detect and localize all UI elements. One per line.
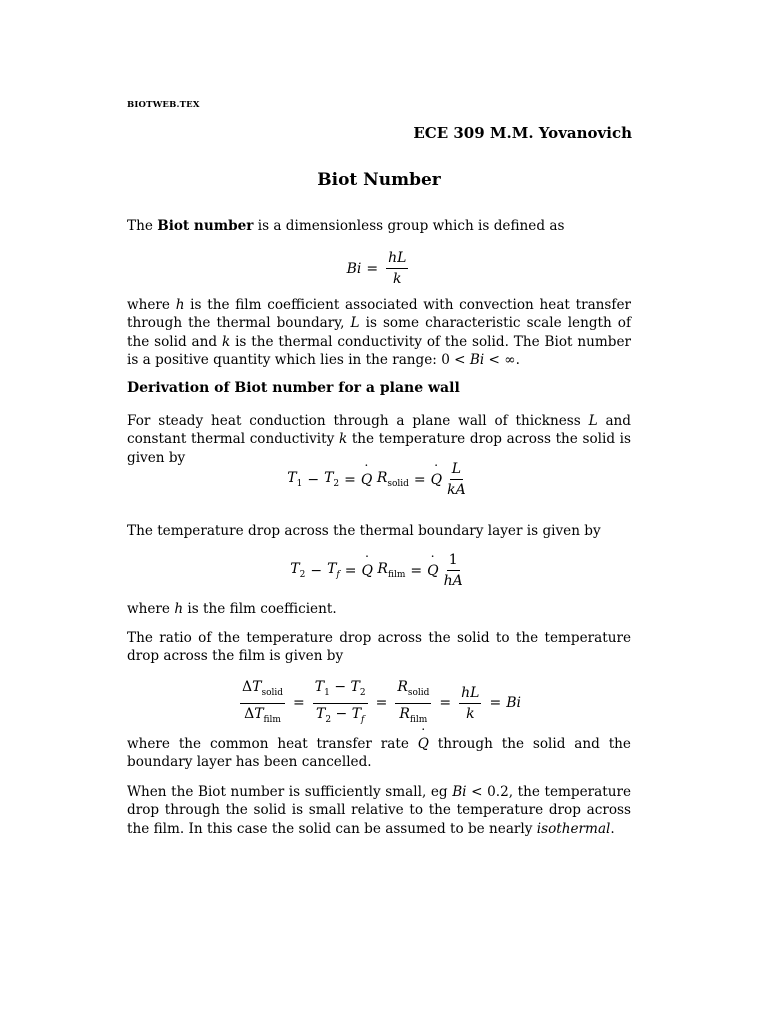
heat-rate-symbol: ˙ Q xyxy=(361,472,372,488)
math-symbol: Bi xyxy=(346,260,362,277)
math-symbol: h xyxy=(175,297,185,313)
fraction xyxy=(240,679,285,728)
math-symbol: $T_f$ xyxy=(327,561,340,580)
fraction-numerator: $R_{solid}$ xyxy=(395,679,431,704)
fraction-denominator: $R_{film}$ xyxy=(399,705,428,725)
math-symbol: L xyxy=(350,315,360,332)
math-operator: = xyxy=(410,562,423,579)
heat-rate-symbol: ˙ Q xyxy=(418,735,429,753)
equation-biot-definition xyxy=(0,250,758,287)
boundary-layer-paragraph: The temperature drop across the thermal boundary layer is given by xyxy=(127,523,601,539)
math-symbol: h xyxy=(174,601,184,617)
final-paragraph xyxy=(127,783,631,838)
math-symbol: $R_{film}$ xyxy=(377,561,406,580)
math-operator: − xyxy=(307,471,320,488)
fraction-numerator: hL xyxy=(459,685,481,704)
text-fragment: through the solid and the boundary layer has been cancelled. xyxy=(127,736,631,771)
math-symbol: Bi xyxy=(469,352,485,369)
fraction xyxy=(386,250,408,287)
text-fragment: When the Biot number is sufficiently small, eg xyxy=(127,784,453,800)
text-fragment: . xyxy=(610,820,615,837)
fraction xyxy=(313,679,368,728)
math-operator: = xyxy=(344,471,356,488)
intro-paragraph xyxy=(127,217,631,235)
math-symbol: Bi xyxy=(452,784,467,800)
fraction-denominator: $T_2 - T_f$ xyxy=(315,705,365,725)
text-fragment: where the common heat transfer rate xyxy=(127,736,418,752)
equation-ratio xyxy=(0,679,758,728)
equation-film-drop xyxy=(0,552,758,589)
ratio-paragraph: The ratio of the temperature drop across the solid to the temperature drop across the film is given by xyxy=(127,630,631,665)
definition-paragraph xyxy=(127,296,631,370)
text-fragment: where xyxy=(127,297,176,313)
isothermal-term: isothermal xyxy=(536,820,611,837)
math-symbol: k xyxy=(338,431,348,448)
fraction-numerator: L xyxy=(450,461,463,480)
math-operator: − xyxy=(310,562,323,579)
fraction xyxy=(445,461,468,498)
text-fragment: The xyxy=(127,218,158,234)
text-fragment: is some characteristic scale length of the solid and xyxy=(127,315,632,350)
text-fragment: and constant thermal conductivity xyxy=(127,413,632,448)
steady-conduction-paragraph xyxy=(127,412,631,467)
fraction-denominator: k xyxy=(466,705,475,722)
text-fragment: < 0.2, the temperature drop through the solid is small relative to the temperature drop across the film. In this case the solid can be assumed to be nearly xyxy=(127,784,631,837)
math-operator: = xyxy=(413,471,426,488)
text-fragment: is a dimensionless group which is defined as xyxy=(253,218,565,234)
math-operator: = xyxy=(344,562,357,579)
math-symbol: k xyxy=(221,333,231,350)
biot-number-term: Biot number xyxy=(157,218,254,234)
math-operator: = xyxy=(366,260,379,277)
math-symbol: $R_{solid}$ xyxy=(376,470,409,489)
math-symbol: $T_2$ xyxy=(324,470,340,489)
math-operator: = xyxy=(439,695,452,712)
course-header: ECE 309 M.M. Yovanovich xyxy=(413,124,632,142)
film-coefficient-paragraph xyxy=(127,600,631,618)
fraction-numerator: $\Delta T_{solid}$ xyxy=(240,679,285,704)
fraction xyxy=(442,552,465,589)
math-operator: = xyxy=(489,695,502,712)
math-symbol: $T_1$ xyxy=(287,470,303,489)
fraction-denominator: $\Delta T_{film}$ xyxy=(244,705,281,725)
math-operator: = xyxy=(375,695,388,712)
section-heading: Derivation of Biot number for a plane wall xyxy=(127,380,460,396)
text-fragment: where xyxy=(127,601,175,617)
heat-rate-symbol: ˙ Q xyxy=(431,472,442,488)
fraction xyxy=(395,679,431,728)
equation-solid-drop xyxy=(0,461,758,498)
fraction xyxy=(459,685,481,722)
text-fragment: is the film coefficient. xyxy=(183,601,337,617)
text-fragment: is the thermal conductivity of the solid. The Biot number is a positive quantity which lies in the range: 0 < xyxy=(127,333,631,369)
math-operator: = xyxy=(293,695,305,712)
fraction-denominator: hA xyxy=(443,573,463,589)
fraction-denominator: k xyxy=(393,271,402,287)
text-fragment: For steady heat conduction through a plane wall of thickness xyxy=(127,413,589,429)
fraction-numerator: 1 xyxy=(447,552,460,571)
math-symbol: Bi xyxy=(506,695,521,712)
filename-header: BIOTWEB.TEX xyxy=(127,100,200,110)
math-symbol: L xyxy=(588,413,598,429)
heat-rate-symbol: ˙ Q xyxy=(427,563,438,579)
text-fragment: the temperature drop across the solid is given by xyxy=(127,431,631,466)
page-title: Biot Number xyxy=(317,170,441,190)
cancellation-paragraph xyxy=(127,735,631,772)
text-fragment: < ∞. xyxy=(484,352,520,369)
fraction-numerator: $T_1 - T_2$ xyxy=(313,679,368,704)
fraction-numerator: hL xyxy=(386,250,408,269)
math-symbol: $T_2$ xyxy=(290,561,306,580)
fraction-denominator: kA xyxy=(447,482,466,498)
heat-rate-symbol: ˙ Q xyxy=(361,563,372,579)
text-fragment: is the film coefficient associated with convection heat transfer through the thermal boundary, xyxy=(127,297,631,332)
